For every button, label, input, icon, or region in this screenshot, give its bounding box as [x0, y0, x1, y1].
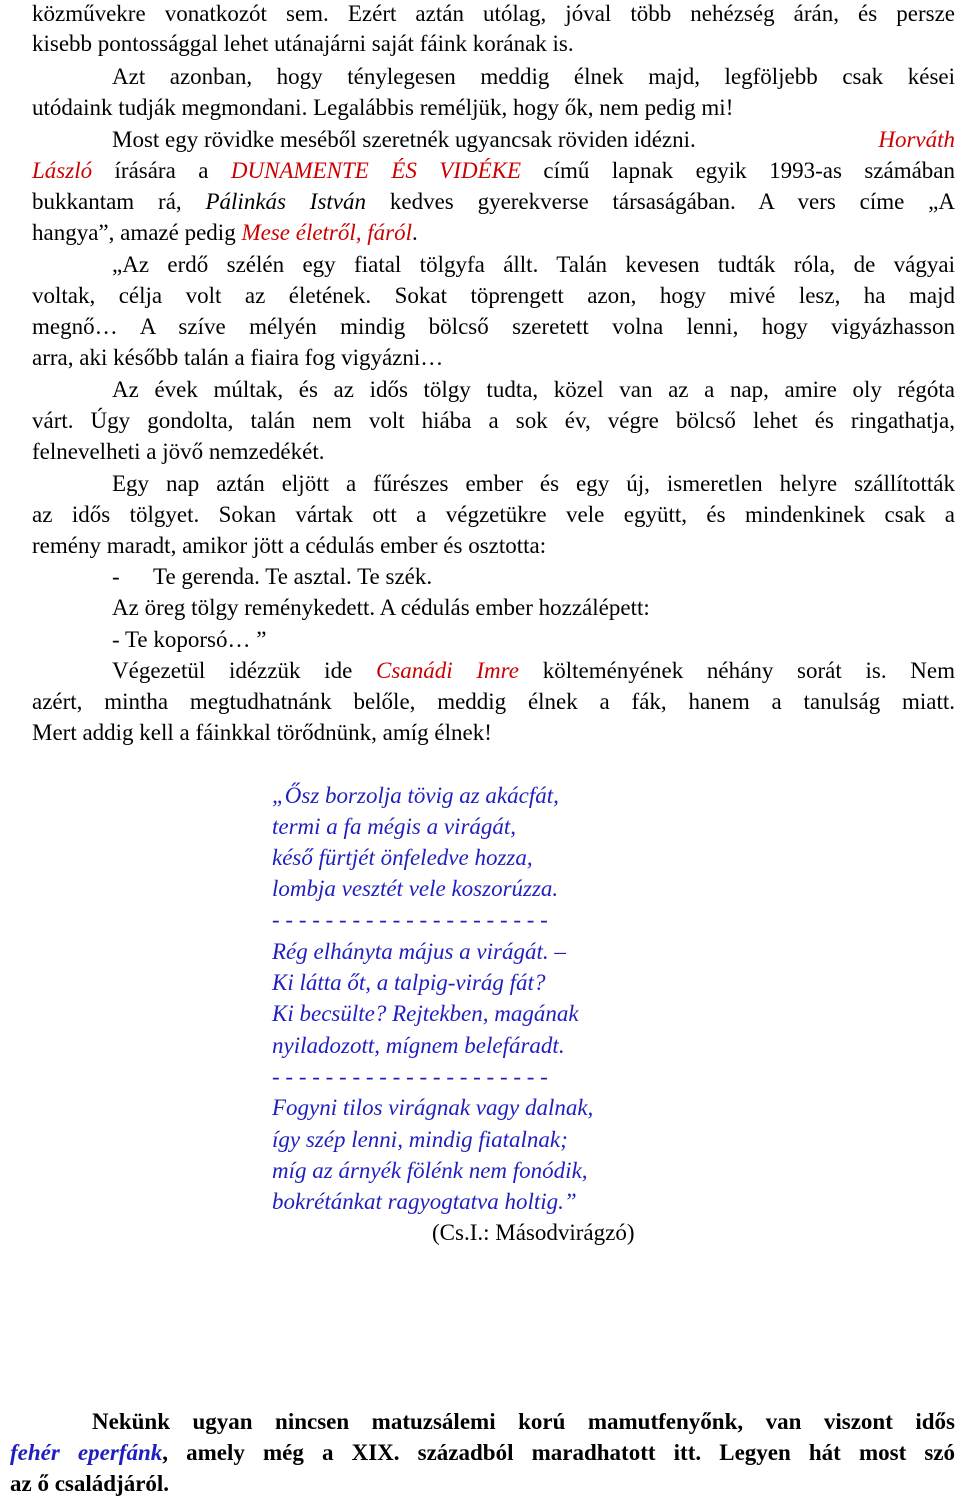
- text-line: [10, 1438, 955, 1468]
- text-line: Az öreg tölgy reménykedett. A cédulás ember hozzálépett:: [112, 595, 650, 620]
- text-line: az idős tölgyet. Sokan vártak ott a végzetükre vele együtt, és mindenkinek csak a: [32, 502, 955, 527]
- poem-line: így szép lenni, mindig fiatalnak;: [272, 1127, 568, 1152]
- poem-line: Ki becsülte? Rejtekben, magának: [272, 1001, 579, 1026]
- story-title: Mese életről, fáról: [241, 220, 412, 245]
- text-line: megnő… A szíve mélyén mindig bölcső szeretett volna lenni, hogy vigyázhasson: [32, 314, 955, 339]
- poem-line: Ki látta őt, a talpig-virág fát?: [272, 970, 546, 995]
- text-span: költeményének néhány sorát is. Nem: [518, 658, 955, 683]
- poem-line: nyiladozott, mígnem belefáradt.: [272, 1033, 565, 1058]
- text-line: [112, 125, 955, 155]
- text-line: Nekünk ugyan nincsen matuzsálemi korú mamutfenyőnk, van viszont idős: [92, 1409, 955, 1434]
- text-line: Az évek múltak, és az idős tölgy tudta, közel van az a nap, amire oly régóta: [112, 377, 955, 402]
- text-line: [32, 218, 955, 248]
- text-line: közművekre vonatkozót sem. Ezért aztán utólag, jóval több nehézség árán, és persze: [32, 1, 955, 26]
- text-span: Most egy rövidke meséből szeretnék ugyancsak röviden idézni.: [112, 127, 696, 152]
- poet-name: Pálinkás István: [205, 189, 367, 214]
- poem-line: Rég elhányta május a virágát. –: [272, 939, 566, 964]
- poem-line: késő fürtjét önfeledve hozza,: [272, 845, 533, 870]
- text-line: [112, 562, 955, 592]
- text-line: kisebb pontossággal lehet utánajárni saját fáink korának is.: [32, 31, 574, 56]
- poem-source: (Cs.I.: Másodvirágzó): [432, 1220, 635, 1245]
- text-line: az ő családjáról.: [10, 1471, 170, 1496]
- poem-separator: - - - - - - - - - - - - - - - - - - - - -: [272, 1064, 548, 1089]
- text-line: voltak, célja volt az életének. Sokat töprengett azon, hogy mivé lesz, ha majd: [32, 283, 955, 308]
- text-line: arra, aki később talán a fiaira fog vigyázni…: [32, 345, 444, 370]
- text-line: [112, 656, 955, 686]
- text-line: remény maradt, amikor jött a cédulás ember és osztotta:: [32, 533, 547, 558]
- poem-separator: - - - - - - - - - - - - - - - - - - - - -: [272, 907, 548, 932]
- text-span: , amely még a XIX. századból maradhatott itt. Legyen hát most szó: [162, 1440, 956, 1465]
- poem-line: Fogyni tilos virágnak vagy dalnak,: [272, 1095, 594, 1120]
- poem-line: „Ősz borzolja tövig az akácfát,: [272, 783, 559, 808]
- text-span: című lapnak egyik 1993-as számában: [521, 158, 956, 183]
- text-line: - Te koporsó… ”: [112, 627, 267, 652]
- text-span: kedves gyerekverse társaságában. A vers címe „A: [366, 189, 955, 214]
- poem-line: termi a fa mégis a virágát,: [272, 814, 517, 839]
- author-name: Horváth: [878, 127, 955, 152]
- author-name: László: [32, 158, 93, 183]
- text-span: .: [412, 220, 418, 245]
- text-line: Egy nap aztán eljött a fűrészes ember és egy új, ismeretlen helyre szállították: [112, 471, 955, 496]
- text-line: „Az erdő szélén egy fiatal tölgyfa állt. Talán kevesen tudták róla, de vágyai: [112, 252, 955, 277]
- text-span: Végezetül idézzük ide: [112, 658, 376, 683]
- text-span: bukkantam rá,: [32, 189, 206, 214]
- text-line: utódaink tudják megmondani. Legalábbis reméljük, hogy ők, nem pedig mi!: [32, 95, 734, 120]
- text-line: Azt azonban, hogy ténylegesen meddig élnek majd, legföljebb csak kései: [112, 64, 955, 89]
- text-line: Mert addig kell a fáinkkal törődnünk, amíg élnek!: [32, 720, 492, 745]
- poem-line: lombja vesztét vele koszorúzza.: [272, 876, 559, 901]
- text-span: írására a: [92, 158, 231, 183]
- poem-line: bokrétánkat ragyogtatva holtig.”: [272, 1189, 577, 1214]
- text-line: felnevelheti a jövő nemzedékét.: [32, 439, 325, 464]
- magazine-title: DUNAMENTE ÉS VIDÉKE: [230, 158, 522, 183]
- text-line: várt. Úgy gondolta, talán nem volt hiába a sok év, végre bölcső lehet és ringathatja,: [32, 408, 955, 433]
- text-span: Te gerenda. Te asztal. Te szék.: [153, 564, 433, 589]
- tree-name: fehér eperfánk: [10, 1440, 163, 1465]
- poem-line: míg az árnyék fölénk nem fonódik,: [272, 1158, 588, 1183]
- text-span: hangya”, amazé pedig: [32, 220, 242, 245]
- text-line: [32, 156, 955, 186]
- dash: -: [112, 564, 120, 589]
- poet-name: Csanádi Imre: [376, 658, 519, 683]
- text-line: [32, 187, 955, 217]
- text-line: azért, mintha megtudhatnánk belőle, meddig élnek a fák, hanem a tanulság miatt.: [32, 689, 955, 714]
